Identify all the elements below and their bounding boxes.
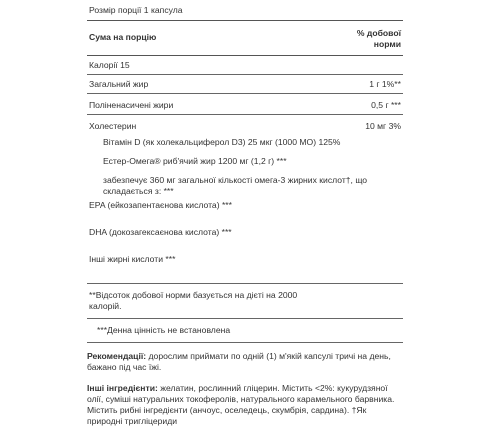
vitamin-d-line: Вітамін D (як холекальциферол D3) 25 мкг (1000 МО) 125% <box>103 137 341 147</box>
nutrient-row-polyunsaturated-fat <box>87 94 403 115</box>
recommendations-label: Рекомендації: <box>87 351 147 361</box>
footnote-not-established: ***Денна цінність не встановлена <box>87 319 403 343</box>
other-ingredients-text-1: желатин, рослинний гліцерин. Містить <2%: кукурудзяної <box>157 383 388 393</box>
nutrient-value: 10 мг 3% <box>365 121 401 131</box>
daily-value-label <box>341 28 401 50</box>
nutrient-row-calories <box>87 56 403 75</box>
daily-value-label-line-2: норми <box>373 39 401 49</box>
provides-line-2: складається з: *** <box>103 186 174 196</box>
other-ingredients-line-1 <box>87 383 403 394</box>
nutrient-row-cholesterol <box>89 121 401 132</box>
nutrient-block-details <box>87 115 403 284</box>
other-ingredients-label: Інші інгредієнти: <box>87 383 158 393</box>
nutrient-value: 0,5 г *** <box>371 100 401 110</box>
supplement-facts-panel <box>87 0 403 427</box>
dha-line: DHA (докозагексаєнова кислота) *** <box>89 227 232 237</box>
nutrient-value: 1 г 1%** <box>369 79 401 89</box>
other-ingredients <box>87 373 403 427</box>
table-header <box>87 21 403 56</box>
recommendations-line-2: бажано під час їжі. <box>87 362 162 372</box>
other-ingredients-line-2: олії, суміші натуральних токоферолів, натурального карамельного барвника. <box>87 394 395 404</box>
recommendations <box>87 343 403 373</box>
epa-line: EPA (ейкозапентаєнова кислота) *** <box>89 200 232 210</box>
nutrient-name: Загальний жир <box>89 79 149 89</box>
other-ingredients-line-4: природні тригліцериди <box>87 416 178 426</box>
footnote-daily-value <box>87 284 403 319</box>
other-ingredients-line-3: Містить рибні інгредієнти (анчоус, оселедець, скумбрія, сардина). †Як <box>87 405 367 415</box>
amount-per-serving-label: Сума на порцію <box>89 32 157 42</box>
recommendations-line-1 <box>87 351 403 362</box>
nutrient-row-total-fat <box>87 75 403 94</box>
recommendations-text-1: дорослим приймати по одній (1) м'якій капсулі тричі на день, <box>146 351 391 361</box>
footnote-line-1: **Відсоток добової норми базується на дієті на 2000 <box>89 290 298 300</box>
serving-size: Розмір порції 1 капсула <box>87 0 403 21</box>
nutrient-name: Калорії 15 <box>89 60 130 70</box>
footnote-line-2: калорій. <box>89 301 122 311</box>
daily-value-label-line-1: % добової <box>356 28 401 38</box>
provides-line-1: забезпечує 360 мг загальної кількості омега-3 жирних кислот†, що <box>103 175 368 185</box>
ester-omega-line: Естер-Омега® риб'ячий жир 1200 мг (1,2 г) *** <box>103 156 287 166</box>
nutrient-name: Холестерин <box>89 121 137 131</box>
nutrient-name: Поліненасичені жири <box>89 100 174 110</box>
other-fatty-acids-line: Інші жирні кислоти *** <box>89 254 176 264</box>
